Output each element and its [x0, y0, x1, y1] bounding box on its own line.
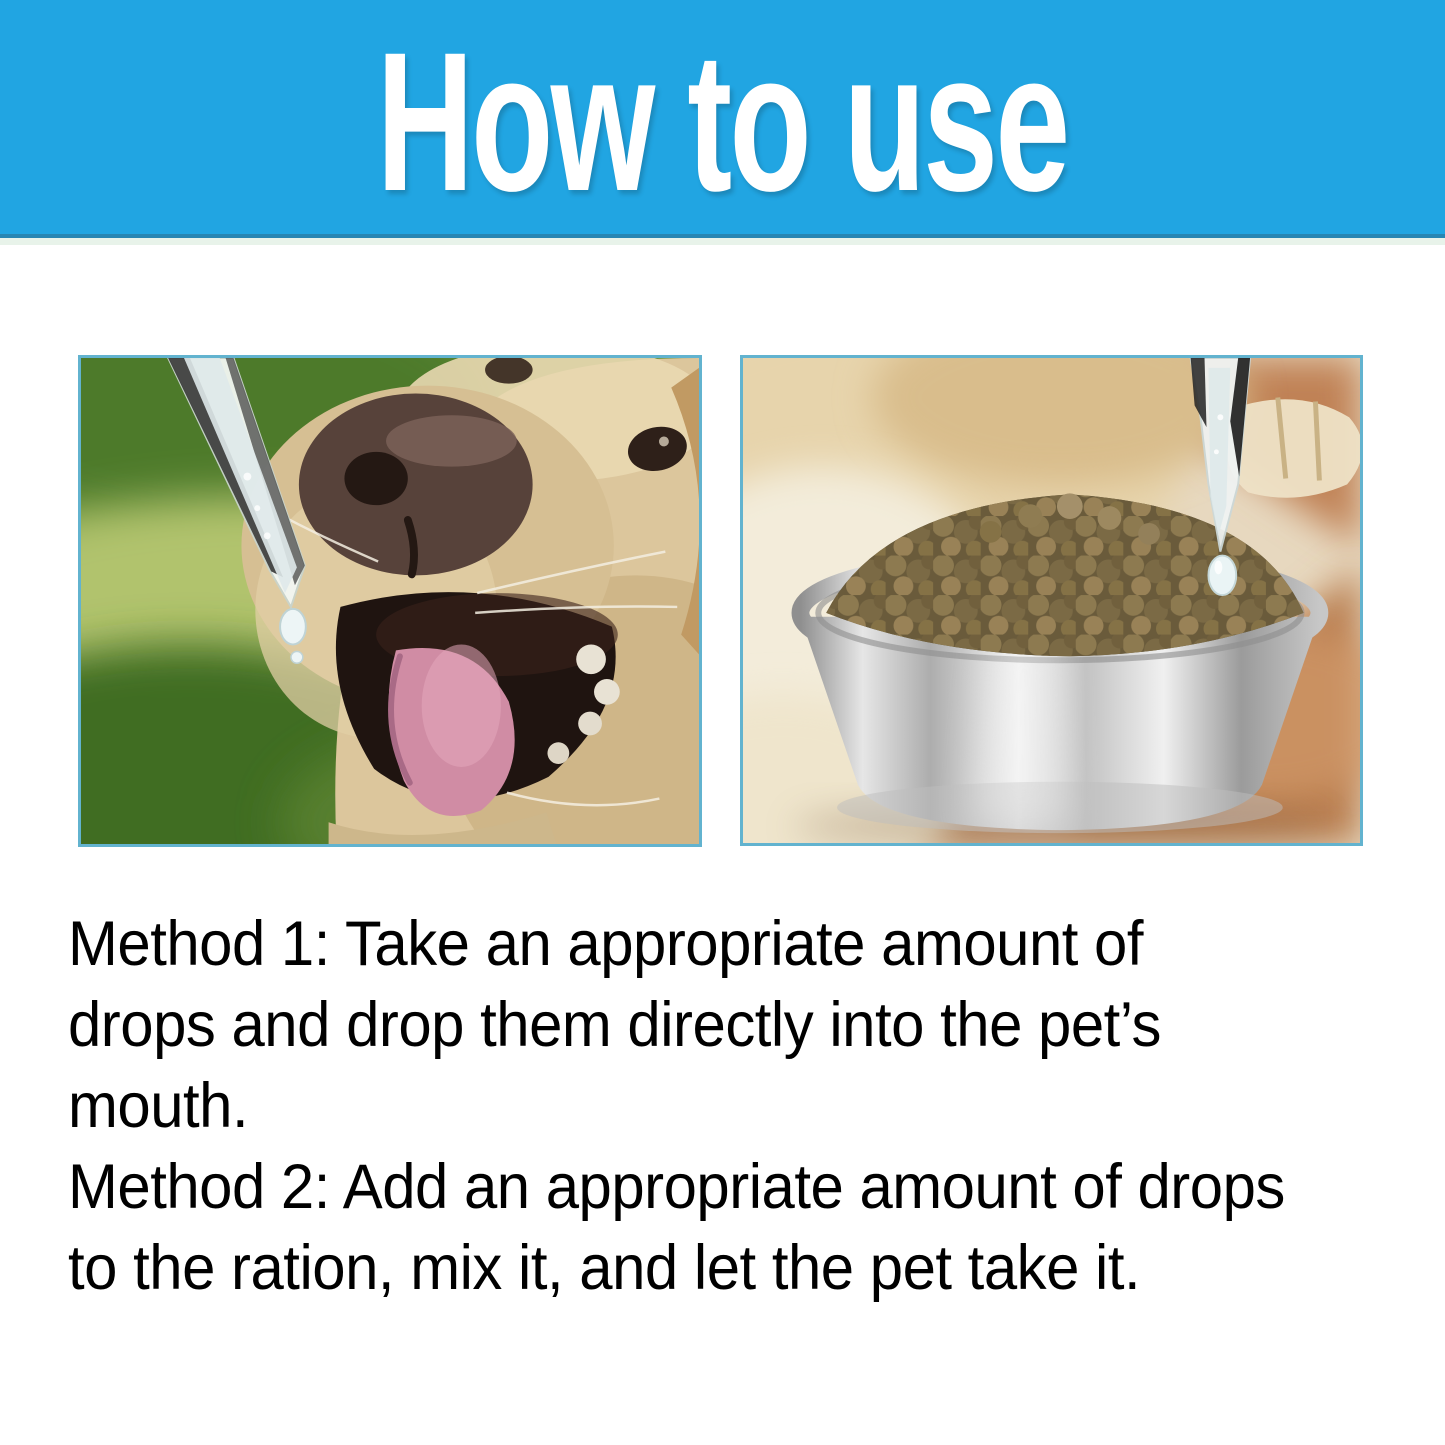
instructions: [68, 904, 1417, 1309]
instruction-line: to the ration, mix it, and let the pet take it.: [68, 1233, 1141, 1303]
method1-photo-illustration: [81, 358, 699, 844]
instruction-line: Method 2: Add an appropriate amount of drops: [68, 1152, 1285, 1222]
instruction-line: drops and drop them directly into the pet’s: [68, 990, 1162, 1060]
method2-photo: [740, 355, 1363, 846]
method1-photo: [78, 355, 702, 847]
method2-photo-illustration: [743, 358, 1360, 843]
dog-paw: [1226, 398, 1360, 498]
instruction-line: mouth.: [68, 1071, 249, 1141]
page-title: How to use: [377, 11, 1068, 232]
instruction-line: Method 1: Take an appropriate amount of: [68, 909, 1144, 979]
header-banner: [0, 0, 1445, 238]
